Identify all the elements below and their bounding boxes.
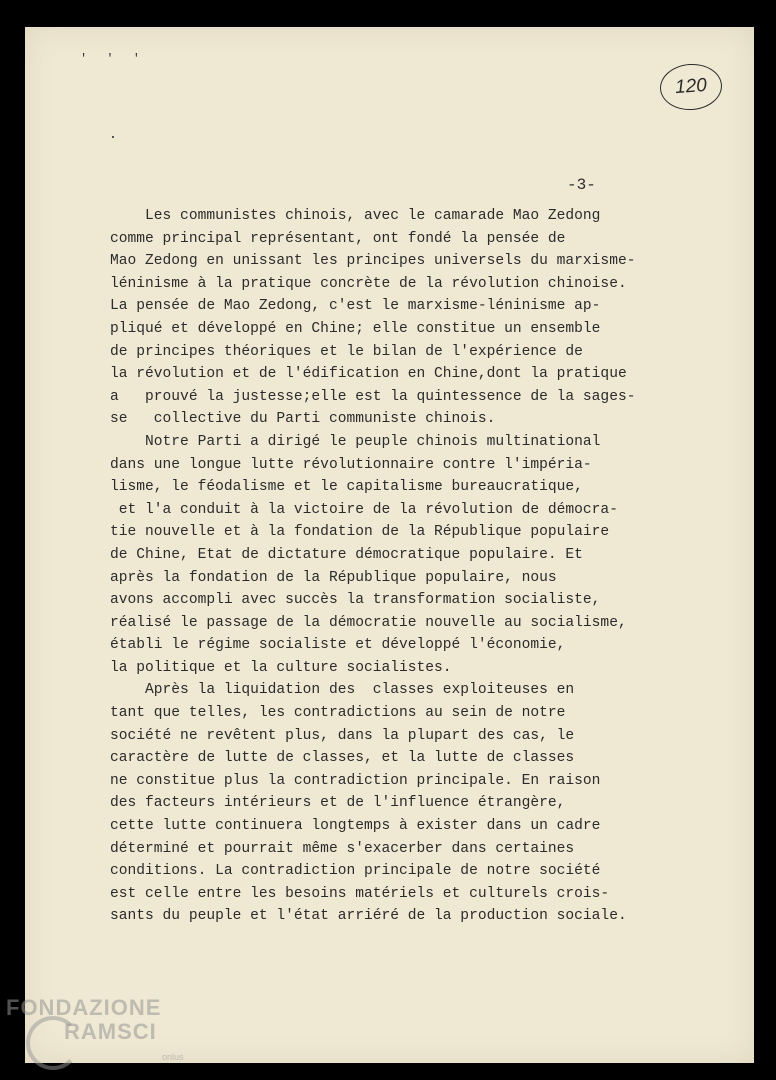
watermark-line-1: FONDAZIONE bbox=[6, 995, 162, 1020]
body-text bbox=[110, 205, 690, 928]
text-line: de principes théoriques et le bilan de l'expérience de bbox=[110, 343, 583, 360]
text-line: se collective du Parti communiste chinois. bbox=[110, 411, 496, 428]
text-line: réalisé le passage de la démocratie nouvelle au socialisme, bbox=[110, 614, 627, 631]
text-line: Mao Zedong en unissant les principes universels du marxisme- bbox=[110, 253, 636, 270]
text-line: caractère de lutte de classes, et la lutte de classes bbox=[110, 750, 575, 767]
text-line: Après la liquidation des classes exploiteuses en bbox=[110, 682, 575, 699]
text-line: léninisme à la pratique concrète de la révolution chinoise. bbox=[110, 275, 627, 292]
text-line: a prouvé la justesse;elle est la quintessence de la sages- bbox=[110, 388, 636, 405]
text-line: cette lutte continuera longtemps à exister dans un cadre bbox=[110, 818, 601, 835]
archive-number-stamp: 120 bbox=[658, 62, 723, 112]
text-line: pliqué et développé en Chine; elle constitue un ensemble bbox=[110, 320, 601, 337]
watermark-logo bbox=[6, 995, 161, 1045]
text-line: conditions. La contradiction principale de notre société bbox=[110, 863, 601, 880]
text-line: lisme, le féodalisme et le capitalisme bureaucratique, bbox=[110, 479, 583, 496]
text-line: après la fondation de la République populaire, nous bbox=[110, 569, 557, 586]
text-line: Notre Parti a dirigé le peuple chinois multinational bbox=[110, 433, 601, 450]
text-line: La pensée de Mao Zedong, c'est le marxisme-léninisme ap- bbox=[110, 298, 601, 315]
text-line: sants du peuple et l'état arriéré de la production sociale. bbox=[110, 908, 627, 925]
text-line: avons accompli avec succès la transformation socialiste, bbox=[110, 592, 601, 609]
text-line: des facteurs intérieurs et de l'influence étrangère, bbox=[110, 795, 566, 812]
text-line: dans une longue lutte révolutionnaire contre l'impéria- bbox=[110, 456, 592, 473]
text-line: établi le régime socialiste et développé l'économie, bbox=[110, 637, 566, 654]
text-line: la politique et la culture socialistes. bbox=[110, 659, 452, 676]
text-line: tie nouvelle et à la fondation de la République populaire bbox=[110, 524, 610, 541]
watermark-subtitle: onlus bbox=[162, 1052, 184, 1062]
page-number: -3- bbox=[567, 176, 596, 194]
paper-speck bbox=[112, 136, 114, 138]
text-line: société ne revêtent plus, dans la plupart des cas, le bbox=[110, 727, 575, 744]
text-line: Les communistes chinois, avec le camarade Mao Zedong bbox=[110, 208, 601, 224]
text-line: ne constitue plus la contradiction principale. En raison bbox=[110, 772, 601, 789]
text-line: tant que telles, les contradictions au sein de notre bbox=[110, 705, 566, 722]
text-line: est celle entre les besoins matériels et culturels crois- bbox=[110, 885, 610, 902]
text-line: la révolution et de l'édification en Chine,dont la pratique bbox=[110, 366, 627, 383]
watermark-line-2: RAMSCI bbox=[64, 1019, 157, 1044]
text-line: et l'a conduit à la victoire de la révolution de démocra- bbox=[110, 501, 618, 518]
scan-marks: ' ' ' bbox=[80, 52, 147, 66]
text-line: de Chine, Etat de dictature démocratique populaire. Et bbox=[110, 546, 583, 563]
text-line: déterminé et pourrait même s'exacerber dans certaines bbox=[110, 840, 575, 857]
text-line: comme principal représentant, ont fondé la pensée de bbox=[110, 230, 566, 247]
